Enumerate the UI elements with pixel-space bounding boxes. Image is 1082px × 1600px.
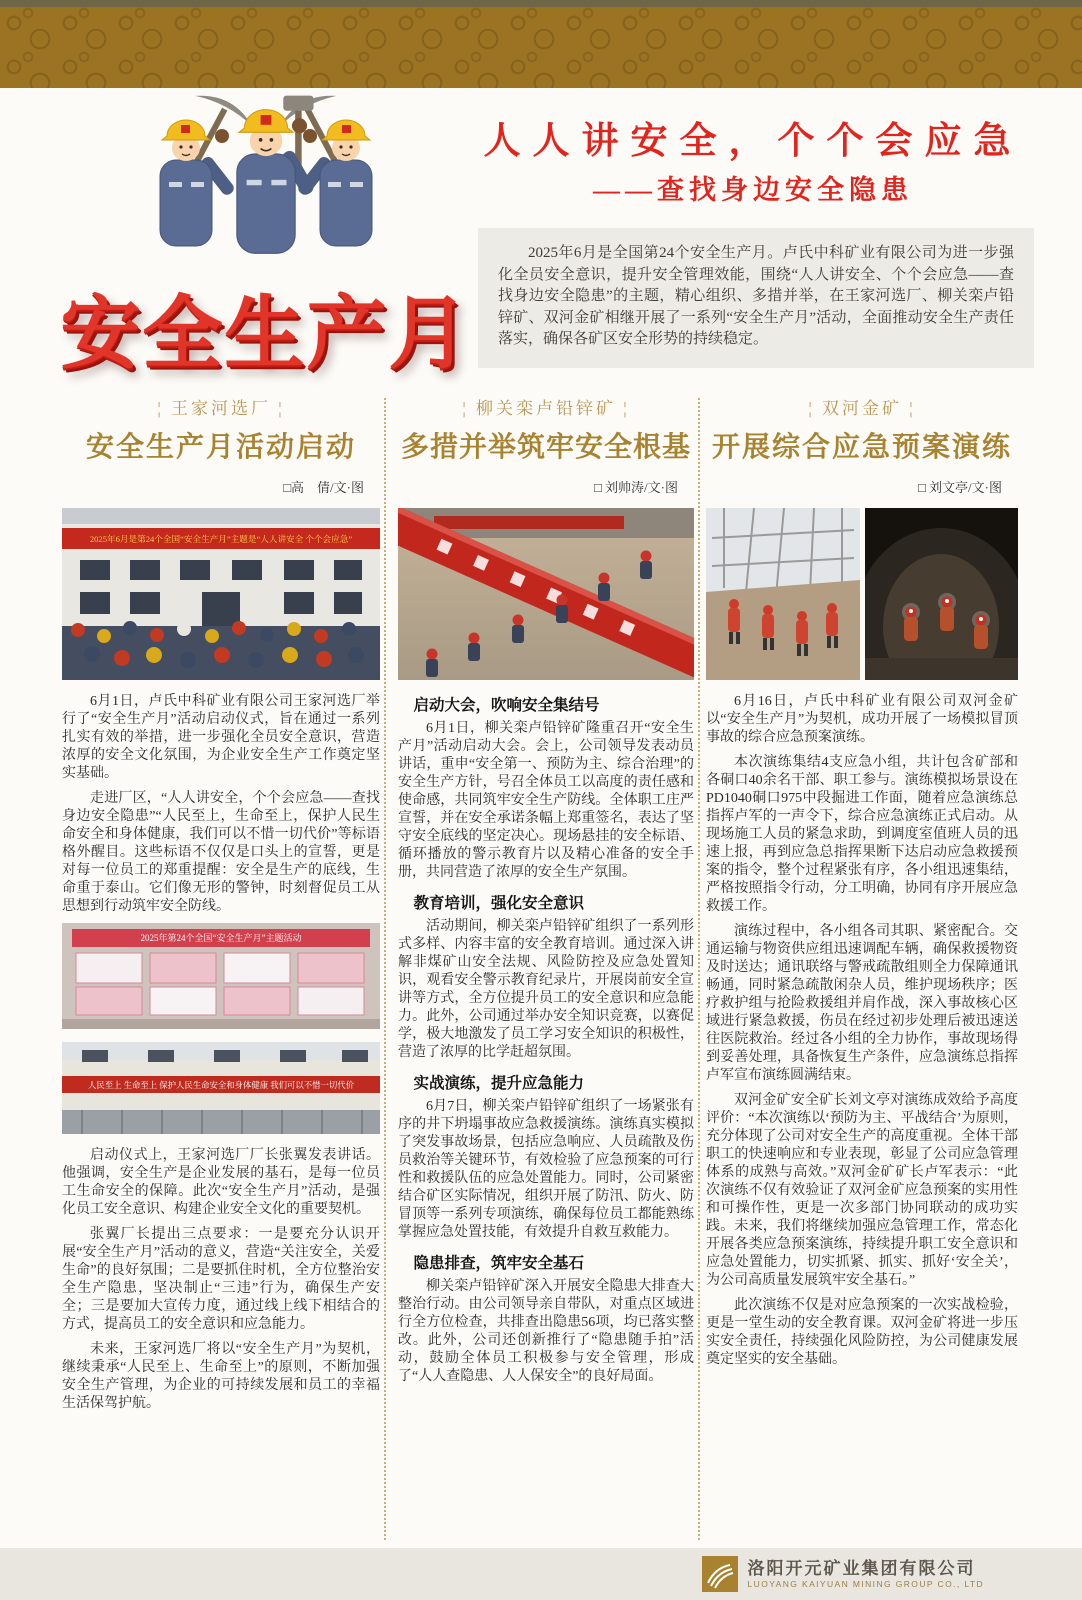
paragraph: 柳关栾卢铅锌矿深入开展安全隐患大排查大整治行动。由公司领导亲自带队，对重点区域进行全方位检查，共排查出隐患56项，均已落实整改。此外，公司还创新推行了“隐患随手拍”活动，鼓励全体员工积极参与安全管理，形成了“人人查隐患、人人保安全”的良好局面。 [398, 1279, 694, 1384]
photo-rescue-team-march [706, 508, 860, 680]
article-body-top [62, 693, 380, 916]
photo-banner-text: 2025年6月是第24个全国“安全生产月”主题是“人人讲安全 个个会应急” [89, 534, 353, 544]
paragraph: 本次演练集结4支应急小组，共计包含矿部和各硐口40余名干部、职工参与。演练模拟场景设在PD1040硐口975中段掘进工作面，随着应急演练总指挥卢军的一声令下，综合应急演练正式启动。从现场施工人员的紧急求助，到调度室值班人员的迅速上报，再到应急总指挥果断下达启动应急救援预案的指令，整个过程紧张有序，各小组迅速集结，严格按照指令行动，分工明确，协同有序开展应急救援工作。 [706, 755, 1018, 914]
photo-building-banner [62, 1042, 380, 1134]
hero-title: 安全生产月 [60, 289, 471, 378]
photo-banner-text: 2025年第24个全国“安全生产月”主题活动 [140, 933, 302, 943]
hero-illustration [58, 94, 473, 378]
section-heading: 实战演练，提升应急能力 [413, 1075, 585, 1092]
article-body [706, 693, 1018, 1369]
article-body [398, 693, 694, 1386]
company-logo-icon [702, 1556, 738, 1592]
paragraph: 走进厂区，“人人讲安全，个个会应急——查找身边安全隐患”“人民至上，生命至上，保护人民生命安全和身体健康，我们可以不惜一切代价”等标语格外醒目。这些标语不仅仅是口头上的宣誓，更是对每一位员工的郑重提醒：安全是生产的底线，生命重于泰山。它们像无形的警钟，时刻督促员工从思想到行动筑牢安全防线。 [62, 791, 380, 914]
paragraph: 6月7日，柳关栾卢铅锌矿组织了一场紧张有序的井下坍塌事故应急救援演练。演练真实模拟了突发事故场景，包括应急响应、人员疏散及伤员救治等关键环节，有效检验了应急预案的可行性和救援队伍的应急处置能力。同时，公司紧密结合矿区实际情况，组织开展了防汛、防火、防冒顶等一系列专项演练，确保每位员工都能熟练掌握应急处置技能，有效提升自救互救能力。 [398, 1099, 694, 1240]
paragraph: 张翼厂长提出三点要求：一是要充分认识开展“安全生产月”活动的意义，营造“关注安全，关爱生命”的良好氛围；二是要抓住时机，全方位整治安全生产隐患，坚决制止“三违”行为，确保生产安全；三是要加大宣传力度，通过线上线下相结合的方式，提高员工的安全意识和应急能力。 [62, 1227, 380, 1332]
article-byline: □ 刘文亭/文·图 [917, 480, 1002, 495]
article-kicker: ¦ 双河金矿 ¦ [808, 399, 916, 418]
paragraph: 6月1日，卢氏中科矿业有限公司王家河选厂举行了“安全生产月”活动启动仪式，旨在通过一系列扎实有效的举措，进一步强化全员安全意识，营造浓厚的安全文化氛围，为企业安全生产工作奠定坚实基础。 [62, 694, 380, 781]
section-heading: 隐患排查，筑牢安全基石 [413, 1255, 585, 1272]
article-title: 多措并举筑牢安全根基 [400, 432, 691, 463]
footer-text [748, 1559, 984, 1589]
article-title: 安全生产月活动启动 [85, 432, 356, 463]
photo-pair [706, 508, 1018, 680]
paragraph: 未来，王家河选厂将以“安全生产月”为契机，继续秉承“人民至上、生命至上”的原则，不断加强安全生产管理，为企业的可持续发展和员工的幸福生活保驾护航。 [62, 1342, 380, 1411]
intro-paragraph: 2025年6月是全国第24个安全生产月。卢氏中科矿业有限公司为进一步强化全员安全意识，提升安全管理效能，围绕“人人讲安全、个个会应急——查找身边安全隐患”的主题，精心组织、多措并举，在王家河选厂、柳关栾卢铅锌矿、双河金矿相继开展了一系列“安全生产月”活动，全面推动安全生产责任落实，确保各矿区安全形势的持续稳定。 [498, 245, 1014, 347]
article-kicker: ¦ 柳关栾卢铅锌矿 ¦ [462, 399, 630, 418]
article-liuguanluan [398, 392, 694, 1544]
company-name-en: LUOYANG KAIYUAN MINING GROUP CO., LTD [747, 1578, 984, 1589]
paragraph: 6月16日，卢氏中科矿业有限公司双河金矿以“安全生产月”为契机，成功开展了一场模拟冒顶事故的综合应急预案演练。 [706, 694, 1018, 745]
paragraph: 演练过程中，各小组各司其职、紧密配合。交通运输与物资供应组迅速调配车辆，确保救援物资及时送达；通讯联络与警戒疏散组则全力保障通讯畅通，同时紧急疏散闲杂人员，维护现场秩序；医疗救护组与抢险救援组并肩作战，深入事故核心区域进行紧急救援，伤员在经过初步处理后被迅速送往医院救治。经过各小组的全力协作，事故现场得到妥善处理，具备恢复生产条件，应急演练总指挥卢军宣布演练圆满结束。 [706, 924, 1018, 1083]
footer [0, 1548, 1082, 1600]
article-byline: □高 倩/文·图 [283, 480, 364, 495]
headline: 人人讲安全，个个会应急 [483, 121, 1023, 162]
miners-illustration [58, 94, 473, 309]
column-divider [384, 398, 386, 1540]
photo-poster-wall [62, 923, 380, 1029]
paragraph: 活动期间，柳关栾卢铅锌矿组织了一系列形式多样、内容丰富的安全教育培训。通过深入讲解非煤矿山安全法规、风险防控及应急处置知识，观看安全警示教育纪录片，开展岗前安全宣讲等方式，全方位提升员工的安全意识和应急能力。此外，公司通过举办安全知识竞赛，以赛促学，极大地激发了员工学习安全知识的积极性，营造了浓厚的比学赶超氛围。 [398, 919, 694, 1060]
intro-box [478, 228, 1034, 368]
article-body-bottom [62, 1147, 380, 1413]
photo-launch-ceremony [62, 508, 380, 680]
paragraph: 双河金矿安全矿长刘文亭对演练成效给予高度评价：“本次演练以‘预防为主、平战结合’为原则，充分体现了公司对安全生产的高度重视。全体干部职工的快速响应和专业表现，彰显了公司应急管理体系的成熟与高效。”双河金矿矿长卢军表示：“此次演练不仅有效验证了双河金矿应急预案的实用性和可操作性，更是一次多部门协同联动的成功实践。未来，我们将继续加强应急管理工作，常态化开展各类应急预案演练，持续提升职工安全意识和应急处置能力，切实抓紧、抓实、抓好‘安全关’，为公司高质量发展筑牢安全基石。” [706, 1093, 1018, 1288]
column-divider [698, 398, 700, 1540]
paragraph: 启动仪式上，王家河选厂厂长张翼发表讲话。他强调，安全生产是企业发展的基石，是每一位员工生命安全的保障。此次“安全生产月”活动，是强化员工安全意识、构建企业安全文化的重要契机。 [62, 1148, 380, 1217]
top-border-ornament [0, 0, 1082, 88]
article-kicker: ¦ 王家河选厂 ¦ [157, 399, 285, 418]
photo-banner-text: 人民至上 生命至上 保护人民生命安全和身体健康 我们可以不惜一切代价 [88, 1081, 354, 1090]
company-name: 洛阳开元矿业集团有限公司 [747, 1559, 976, 1579]
article-wangjiahe [62, 392, 380, 1544]
article-shuanghe [706, 392, 1018, 1544]
article-byline: □ 刘帅涛/文·图 [593, 480, 678, 495]
section-heading: 教育培训，强化安全意识 [413, 895, 585, 912]
photo-banner-signing [398, 508, 694, 680]
paragraph: 此次演练不仅是对应急预案的一次实战检验，更是一堂生动的安全教育课。双河金矿将进一步压实安全责任，持续强化风险防控，为公司健康发展奠定坚实的安全基础。 [706, 1298, 1018, 1367]
section-heading: 启动大会，吹响安全集结号 [413, 697, 600, 714]
photo-mine-tunnel-drill [865, 508, 1018, 680]
worker-center [237, 96, 316, 254]
subheadline: ——查找身边安全隐患 [593, 175, 913, 205]
paragraph: 6月1日，柳关栾卢铅锌矿隆重召开“安全生产月”活动启动大会。会上，公司领导发表动员讲话，重申“安全第一、预防为主、综合治理”的安全生产方针，号召全体员工以高度的责任感和使命感，共同筑牢安全生产防线。全体职工庄严宣誓，并在安全承诺条幅上郑重签名，表达了坚守安全底线的坚定决心。现场悬挂的安全标语、循环播放的警示教育片以及精心准备的安全手册，共同营造了浓厚的安全生产氛围。 [398, 721, 694, 880]
article-title: 开展综合应急预案演练 [711, 432, 1012, 463]
